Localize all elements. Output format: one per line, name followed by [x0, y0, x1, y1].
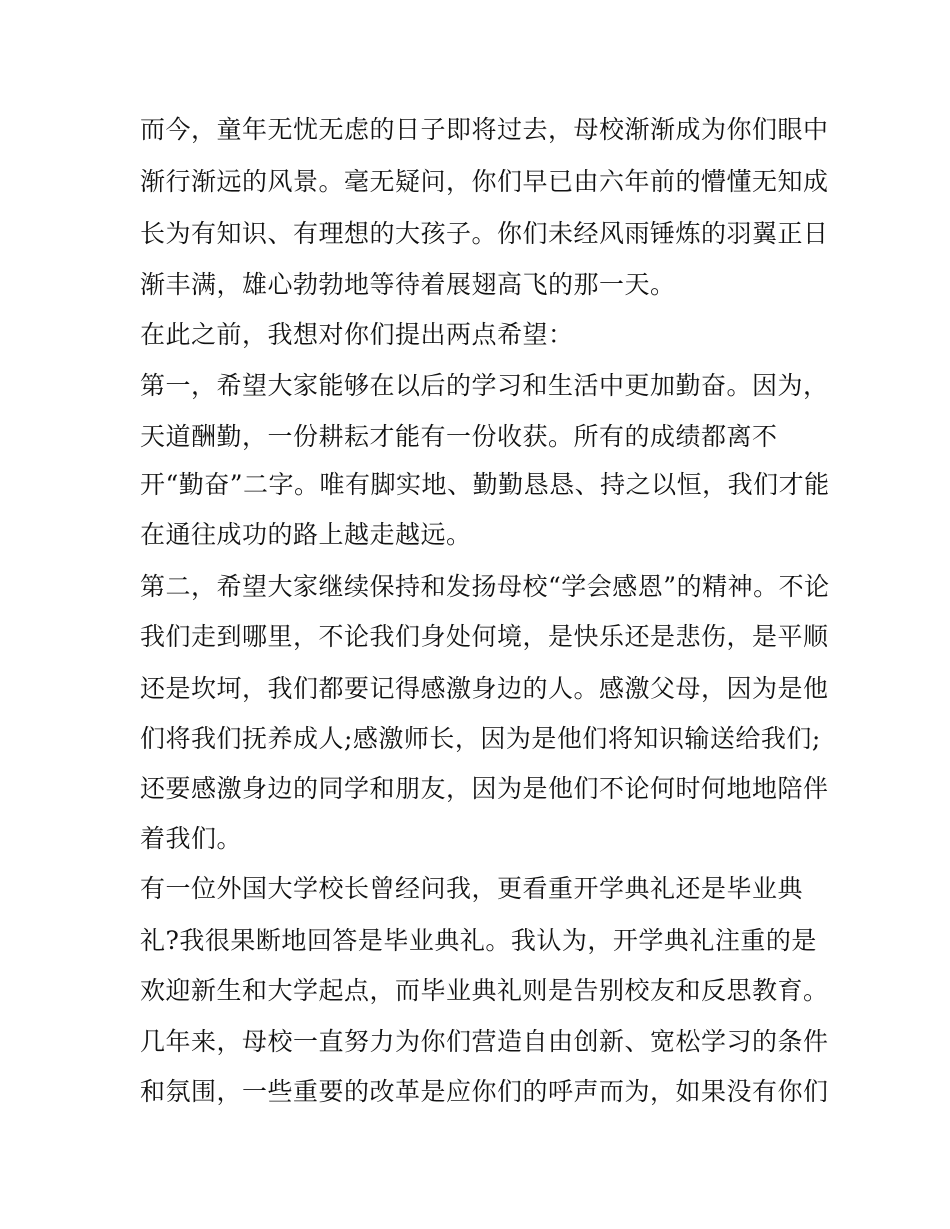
text-line-11: 我们走到哪里，不论我们身处何境，是快乐还是悲伤，是平顺 — [140, 622, 829, 651]
text-line-14: 还要感激身边的同学和朋友，因为是他们不论何时何地地陪伴 — [140, 774, 829, 803]
text-line-5: 在此之前，我想对你们提出两点希望： — [140, 320, 574, 349]
text-line-3: 长为有知识、有理想的大孩子。你们未经风雨锤炼的羽翼正日 — [140, 219, 829, 248]
text-line-12: 还是坎坷，我们都要记得感激身边的人。感激父母，因为是他 — [140, 674, 829, 703]
text-line-18: 欢迎新生和大学起点，而毕业典礼则是告别校友和反思教育。 — [140, 976, 829, 1005]
text-line-19: 几年来，母校一直努力为你们营造自由创新、宽松学习的条件 — [140, 1027, 829, 1056]
text-line-4: 渐丰满，雄心勃勃地等待着展翅高飞的那一天。 — [140, 270, 676, 299]
text-line-10: 第二，希望大家继续保持和发扬母校“学会感恩”的精神。不论 — [140, 572, 830, 601]
text-line-1: 而今，童年无忧无虑的日子即将过去，母校渐渐成为你们眼中 — [140, 115, 829, 144]
text-line-2: 渐行渐远的风景。毫无疑问，你们早已由六年前的懵懂无知成 — [140, 167, 829, 196]
text-line-17: 礼?我很果断地回答是毕业典礼。我认为，开学典礼注重的是 — [140, 926, 817, 955]
text-line-6: 第一，希望大家能够在以后的学习和生活中更加勤奋。因为， — [140, 371, 829, 400]
text-line-13: 们将我们抚养成人;感激师长，因为是他们将知识输送给我们; — [140, 724, 821, 753]
text-line-15: 着我们。 — [140, 824, 243, 853]
text-line-7: 天道酬勤，一份耕耘才能有一份收获。所有的成绩都离不 — [140, 422, 778, 451]
text-line-16: 有一位外国大学校长曾经问我，更看重开学典礼还是毕业典 — [140, 874, 804, 903]
text-line-9: 在通往成功的路上越走越远。 — [140, 520, 472, 549]
text-line-20: 和氛围，一些重要的改革是应你们的呼声而为，如果没有你们 — [140, 1077, 829, 1106]
text-line-8: 开“勤奋”二字。唯有脚实地、勤勤恳恳、持之以恒，我们才能 — [140, 470, 830, 499]
